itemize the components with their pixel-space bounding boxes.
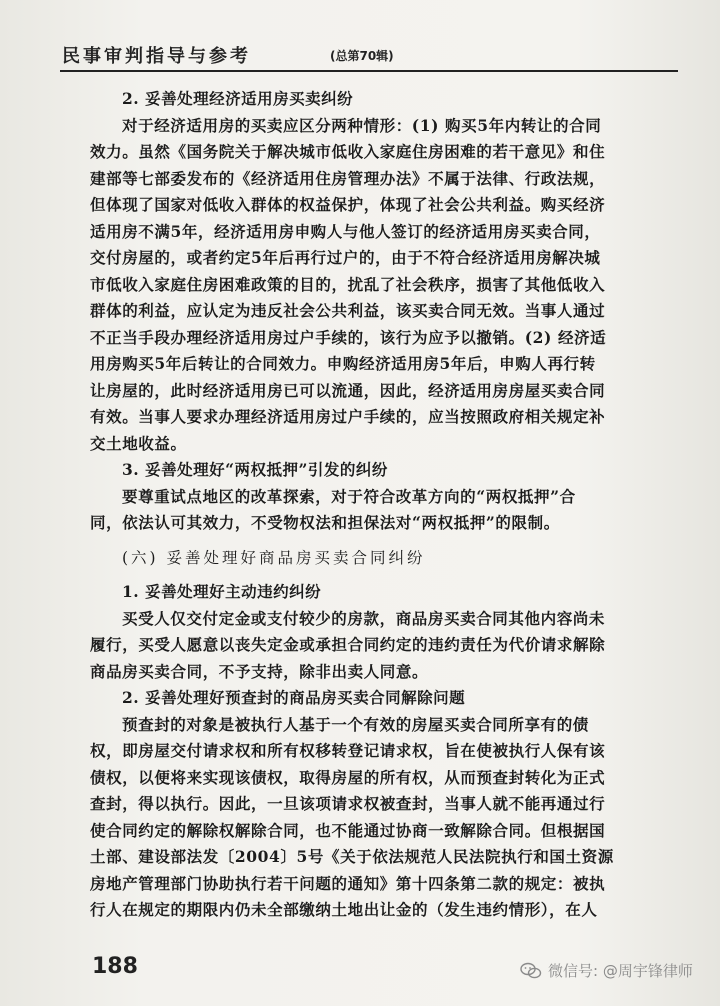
text-line: 房地产管理部门协助执行若干问题的通知》第十四条第二款的规定：被执 [90,873,606,893]
subheading-breach-disputes: 1. 妥善处理好主动违约纠纷 [122,582,322,601]
text-line: 权，即房屋交付请求权和所有权移转登记请求权，旨在使被执行人保有该 [90,741,606,760]
paragraph-two-rights-mortgage [90,484,650,537]
text-line: 交土地收益。 [90,433,187,453]
watermark-text: 微信号: @周宇锋律师 [548,962,693,980]
text-line: 适用房不满5年，经济适用房申购人与他人签订的经济适用房买卖合同， [90,221,601,241]
issue-number: (总第70辑) [330,49,394,63]
text-line: 效力。虽然《国务院关于解决城市低收入家庭住房困难的若干意见》和住 [90,142,606,161]
text-line: 对于经济适用房的买卖应区分两种情形：(1) 购买5年内转让的合同 [122,115,602,135]
text-line: 买受人仅交付定金或支付较少的房款，商品房买卖合同其他内容尚未 [122,608,606,628]
text-line: 建部等七部委发布的《经济适用住房管理办法》不属于法律、行政法规， [90,168,606,188]
paragraph-breach-disputes [90,606,650,686]
subheading-economic-housing: 2. 妥善处理经济适用房买卖纠纷 [122,89,354,108]
text-line: 商品房买卖合同，不予支持，除非出卖人同意。 [90,661,429,681]
text-line: 债权，以便将来实现该债权，取得房屋的所有权，从而预查封转化为正式 [90,767,606,787]
watermark [520,960,693,981]
text-line: 预查封的对象是被执行人基于一个有效的房屋买卖合同所享有的债 [122,714,589,734]
section-heading-commercial-housing: (六) 妥善处理好商品房买卖合同纠纷 [122,548,426,567]
paragraph-economic-housing [90,113,650,458]
text-line: 有效。当事人要求办理经济适用房过户手续的，应当按照政府相关规定补 [90,407,606,426]
running-header [60,40,678,72]
text-line: 同，依法认可其效力，不受物权法和担保法对“两权抵押”的限制。 [90,513,560,532]
text-line: 要尊重试点地区的改革探索，对于符合改革方向的“两权抵押”合 [122,486,576,506]
text-line: 不正当手段办理经济适用房过户手续的，该行为应予以撤销。(2) 经济适 [90,327,607,347]
text-line: 使合同约定的解除权解除合同，也不能通过协商一致解除合同。但根据国 [90,820,606,840]
text-line: 用房购买5年后转让的合同效力。申购经济适用房5年后，申购人再行转 [90,354,596,373]
subheading-two-rights-mortgage: 3. 妥善处理好“两权抵押”引发的纠纷 [122,460,388,479]
book-title: 民事审判指导与参考 [62,46,251,67]
text-line: 行人在规定的期限内仍未全部缴纳土地出让金的（发生违约情形），在人 [90,900,598,919]
wechat-icon [520,962,542,980]
text-line: 群体的利益，应认定为违反社会公共利益，该买卖合同无效。当事人通过 [90,301,606,320]
text-line: 履行，买受人愿意以丧失定金或承担合同约定的违约责任为代价请求解除 [90,635,606,654]
text-line: 交付房屋的，或者约定5年后再行过户的，由于不符合经济适用房解决城 [90,248,601,267]
body-text [90,86,650,924]
text-line: 土部、建设部法发〔2004〕5号《关于依法规范人民法院执行和国土资源 [90,847,614,866]
text-line: 查封，得以执行。因此，一旦该项请求权被查封，当事人就不能再通过行 [90,794,606,813]
subheading-pre-seizure: 2. 妥善处理好预查封的商品房买卖合同解除问题 [122,688,466,707]
text-line: 市低收入家庭住房困难政策的目的，扰乱了社会秩序，损害了其他低收入 [90,274,606,294]
text-line: 让房屋的，此时经济适用房已可以流通，因此，经济适用房房屋买卖合同 [90,380,606,400]
text-line: 但体现了国家对低收入群体的权益保护，体现了社会公共利益。购买经济 [90,195,606,214]
page-number: 188 [92,954,138,979]
paragraph-pre-seizure [90,712,650,924]
